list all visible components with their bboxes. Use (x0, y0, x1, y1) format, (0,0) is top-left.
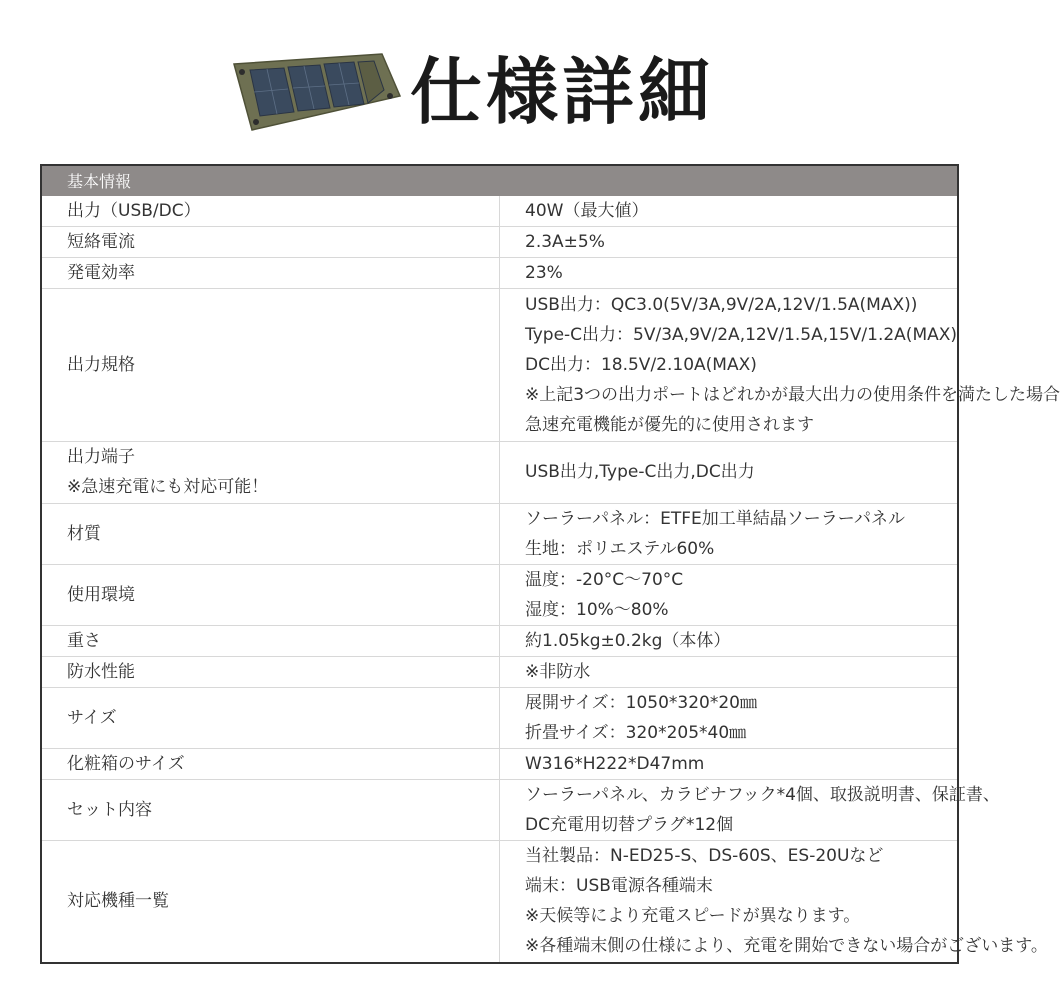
section-header-row (41, 165, 958, 195)
value-line: Type-C出力：5V/3A,9V/2A,12V/1.5A,15V/1.2A(MAX) (525, 324, 958, 345)
label-line: 出力（USB/DC） (67, 200, 201, 221)
value-line: USB出力,Type-C出力,DC出力 (525, 462, 755, 482)
row-value (500, 257, 959, 288)
label-line: 防水性能 (67, 661, 135, 682)
row-label (41, 288, 500, 441)
value-line: W316*H222*D47mm (525, 753, 705, 774)
table-row (41, 656, 958, 687)
label-line: 出力規格 (67, 354, 135, 375)
label-note: ※急速充電にも対応可能！ (67, 477, 269, 497)
value-line: 当社製品：N-ED25-S、DS-60S、ES-20Uなど (525, 846, 884, 867)
value-line: 展開サイズ：1050*320*20㎜ (525, 692, 757, 713)
value-line: ※非防水 (525, 661, 591, 682)
header (0, 0, 1000, 165)
value-line: ※上記3つの出力ポートはどれかが最大出力の使用条件を満たした場合 (525, 384, 1060, 405)
table-row (41, 564, 958, 625)
row-label (41, 687, 500, 748)
row-value (500, 226, 959, 257)
table-row (41, 503, 958, 564)
row-value (500, 195, 959, 226)
label-line: 対応機種一覧 (67, 891, 169, 912)
section-header: 基本情報 (41, 165, 958, 195)
row-label (41, 195, 500, 226)
value-line: 2.3A±5% (525, 231, 605, 252)
value-line: 生地：ポリエステル60% (525, 538, 715, 559)
table-row (41, 748, 958, 779)
row-value (500, 840, 1048, 963)
label-line: サイズ (67, 707, 117, 728)
label-line: 短絡電流 (67, 231, 135, 252)
table-row (41, 226, 958, 257)
row-value (500, 503, 959, 564)
row-label (41, 625, 500, 656)
row-label (41, 257, 500, 288)
value-line: 湿度：10%～80% (525, 599, 669, 620)
row-value (500, 779, 1000, 840)
row-label (41, 564, 500, 625)
label-line: 使用環境 (67, 584, 135, 605)
value-line: 温度：-20°C～70°C (525, 569, 684, 590)
solar-panel-illustration (232, 52, 402, 132)
label-line: 材質 (67, 523, 101, 544)
row-value (500, 748, 959, 779)
row-value (500, 564, 959, 625)
row-label (41, 779, 500, 840)
row-value (500, 656, 959, 687)
label-line: 重さ (67, 630, 101, 651)
value-line: ※各種端末側の仕様により、充電を開始できない場合がございます。 (525, 936, 1048, 957)
label-line: 出力端子 (67, 447, 135, 467)
table-row (41, 195, 958, 226)
row-value (500, 441, 959, 503)
table-row (41, 840, 958, 963)
row-label (41, 503, 500, 564)
row-label (41, 656, 500, 687)
label-line: セット内容 (67, 799, 152, 820)
row-label (41, 226, 500, 257)
row-label (41, 748, 500, 779)
row-label (41, 840, 500, 963)
value-line: 折畳サイズ：320*205*40㎜ (525, 722, 747, 743)
table-row (41, 687, 958, 748)
value-line: 23% (525, 262, 563, 283)
value-line: 端末：USB電源各種端末 (525, 876, 713, 897)
row-value (500, 625, 959, 656)
value-line: DC充電用切替プラグ*12個 (525, 814, 734, 835)
page-title: 仕様詳細 (410, 50, 715, 134)
row-label (41, 441, 500, 503)
value-line: 40W（最大値） (525, 200, 649, 221)
value-line: USB出力：QC3.0(5V/3A,9V/2A,12V/1.5A(MAX)) (525, 294, 918, 315)
table-row (41, 625, 958, 656)
value-line: ※天候等により充電スピードが異なります。 (525, 906, 861, 927)
value-line: DC出力：18.5V/2.10A(MAX) (525, 354, 757, 375)
value-line: ソーラーパネル：ETFE加工単結晶ソーラーパネル (525, 508, 905, 529)
table-row (41, 779, 958, 840)
row-value (500, 687, 959, 748)
value-line: 急速充電機能が優先的に使用されます (525, 414, 814, 435)
value-line: 約1.05kg±0.2kg（本体） (525, 630, 731, 651)
label-line: 発電効率 (67, 262, 135, 283)
table-row (41, 257, 958, 288)
spec-table (40, 164, 1060, 964)
label-line: 化粧箱のサイズ (67, 753, 185, 774)
table-row (41, 441, 958, 503)
value-line: ソーラーパネル、カラビナフック*4個、取扱説明書、保証書、 (525, 784, 1000, 805)
table-row (41, 288, 958, 441)
row-value (500, 288, 1060, 441)
